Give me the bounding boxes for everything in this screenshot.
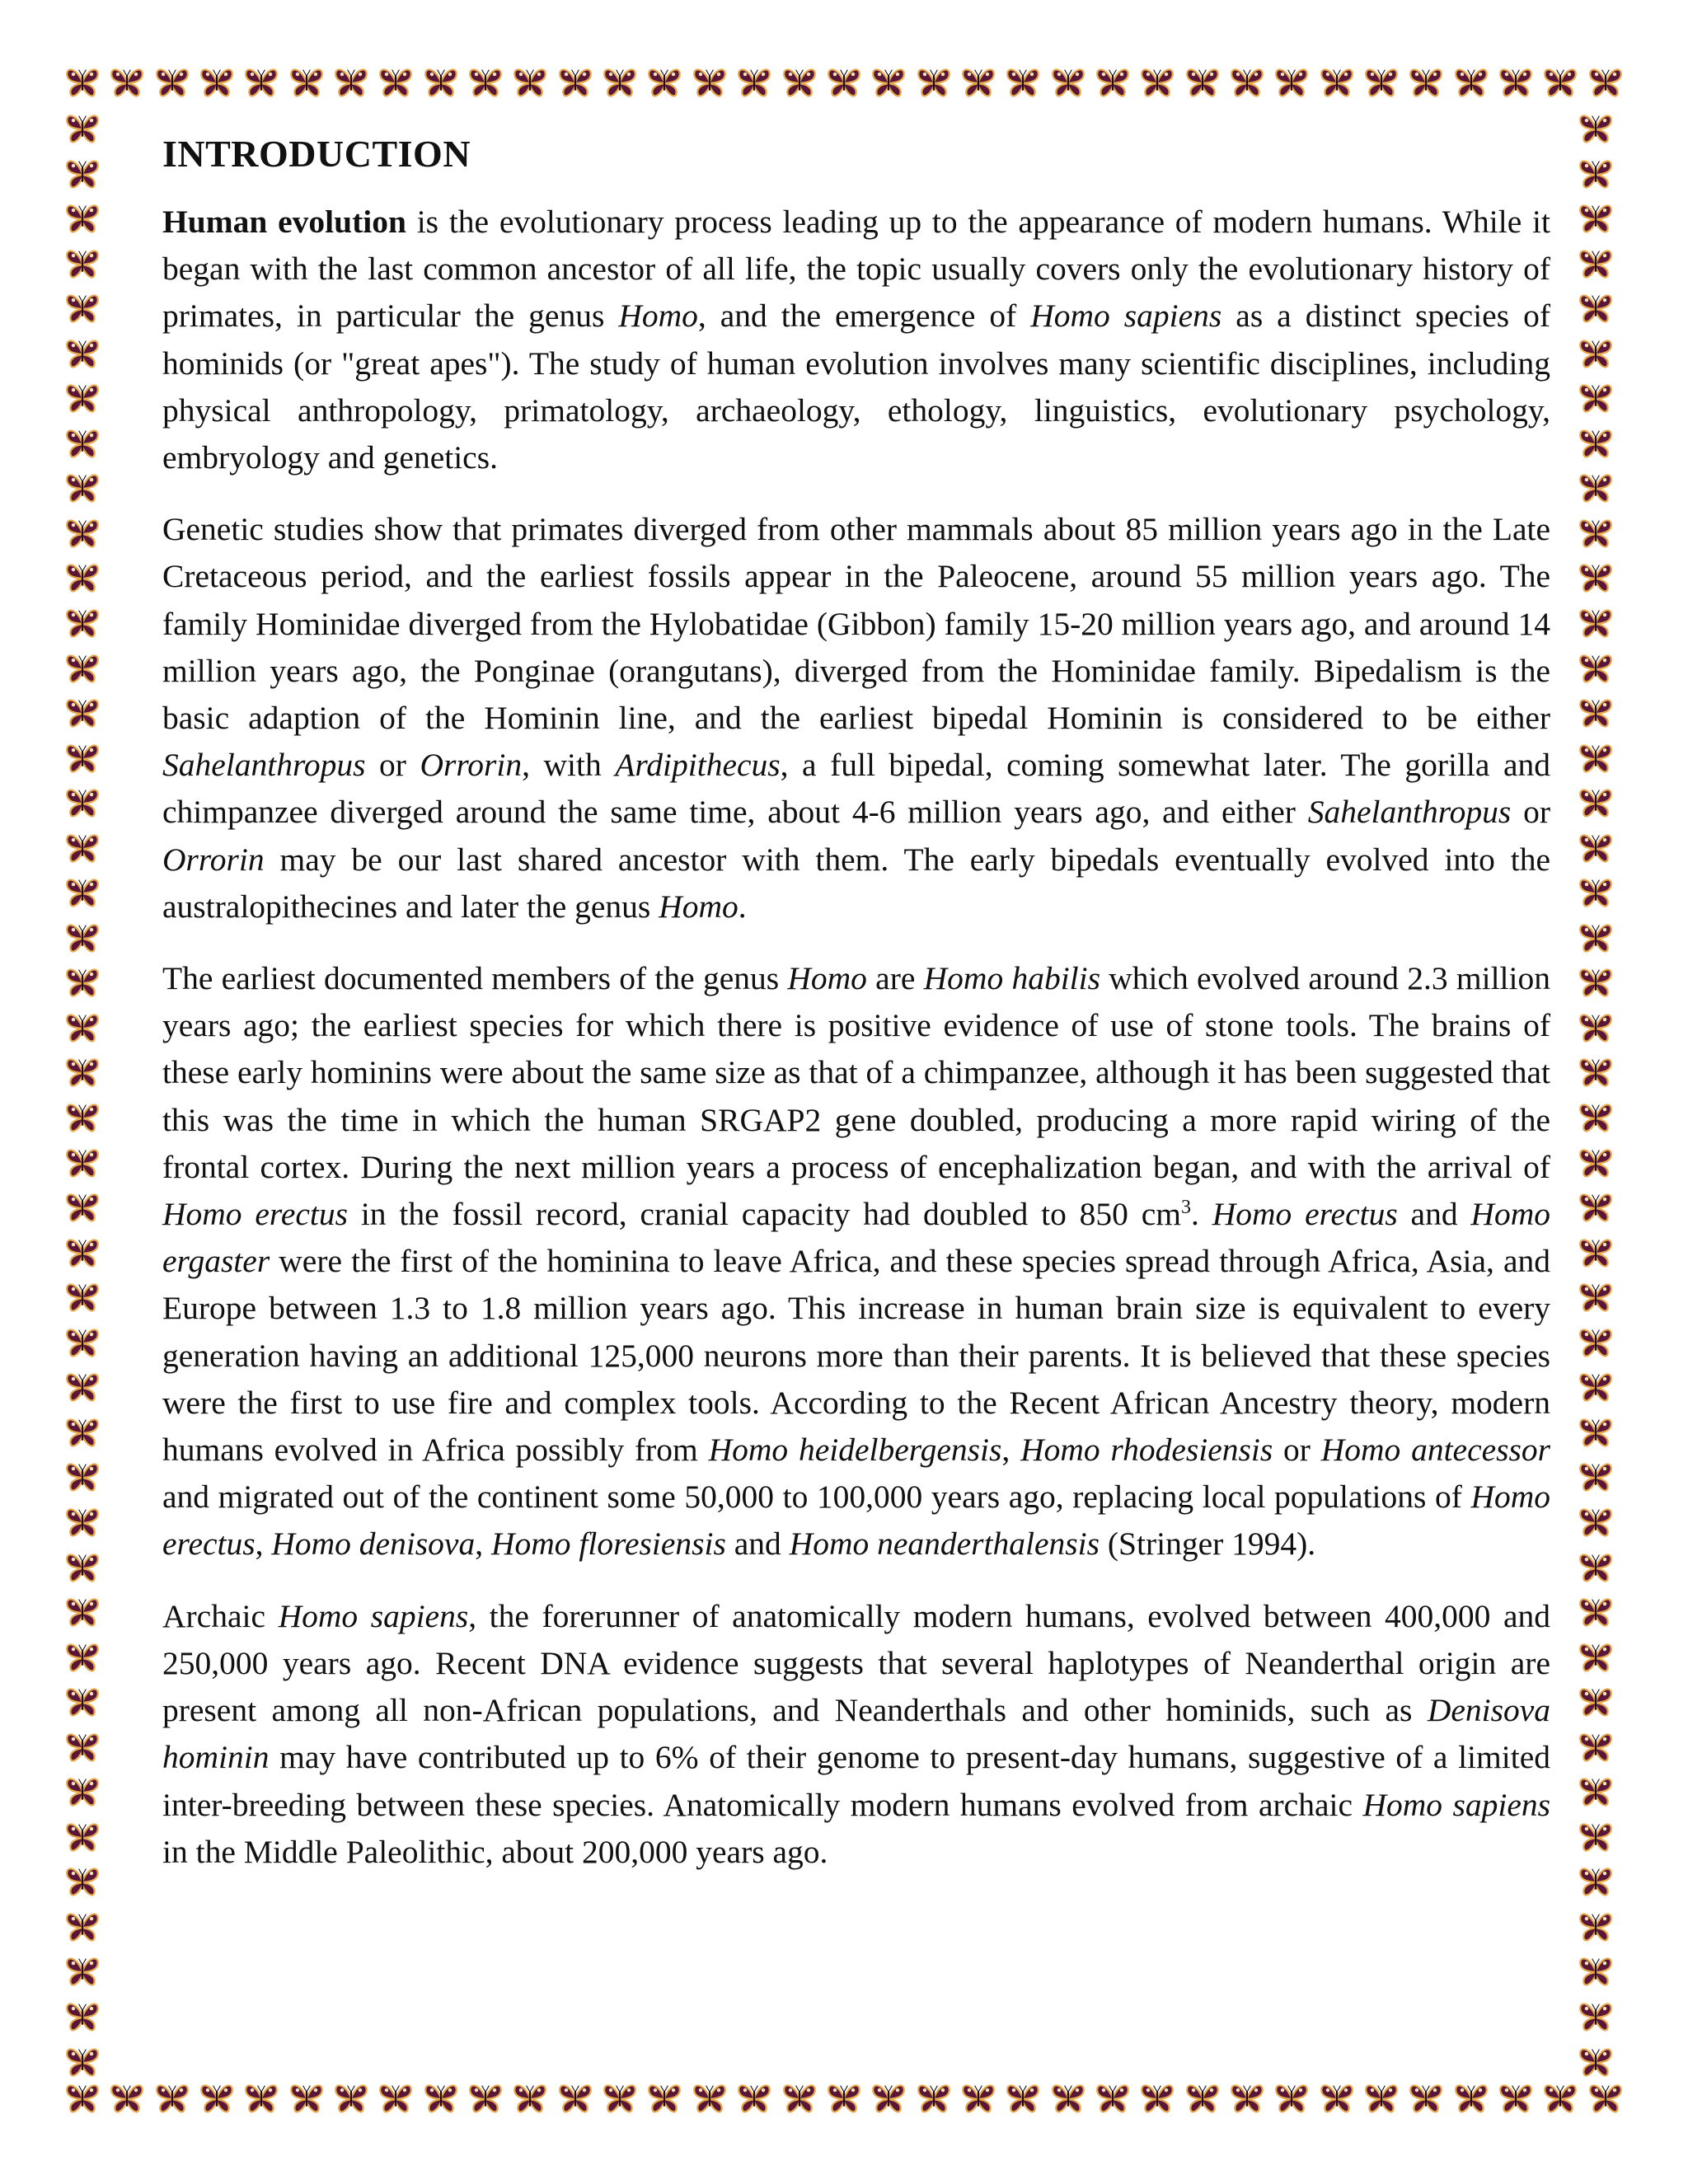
butterfly-icon	[1578, 964, 1614, 1001]
butterfly-icon	[781, 2080, 818, 2116]
butterfly-icon	[1578, 1549, 1614, 1586]
butterfly-icon	[1578, 515, 1614, 551]
butterfly-icon	[602, 2080, 638, 2116]
butterfly-icon	[64, 110, 101, 147]
butterfly-icon	[64, 1774, 101, 1810]
butterfly-icon	[1578, 246, 1614, 282]
butterfly-icon	[1273, 2080, 1310, 2116]
taxon: Homo sapiens	[278, 1597, 469, 1634]
butterfly-icon	[1578, 470, 1614, 506]
section-heading: INTRODUCTION	[162, 133, 471, 175]
butterfly-icon	[423, 2080, 459, 2116]
butterfly-icon	[557, 2080, 593, 2116]
butterfly-icon	[64, 1863, 101, 1900]
butterfly-icon	[64, 740, 101, 776]
butterfly-icon	[1578, 1594, 1614, 1630]
butterfly-icon	[64, 1819, 101, 1855]
butterfly-icon	[1578, 785, 1614, 821]
butterfly-icon	[1184, 2080, 1221, 2116]
taxon: Ardipithecus	[615, 747, 781, 784]
butterfly-icon	[1229, 64, 1265, 101]
taxon: Homo	[618, 298, 698, 335]
butterfly-icon	[64, 650, 101, 687]
butterfly-icon	[64, 1099, 101, 1136]
butterfly-icon	[960, 2080, 996, 2116]
butterfly-icon	[1005, 2080, 1041, 2116]
butterfly-icon	[1498, 64, 1534, 101]
butterfly-icon	[1319, 64, 1355, 101]
taxon: Homo erectus	[162, 1479, 1550, 1563]
butterfly-icon	[288, 64, 325, 101]
butterfly-icon	[154, 2080, 190, 2116]
butterfly-icon	[1578, 1639, 1614, 1675]
butterfly-icon	[64, 1054, 101, 1090]
butterfly-icon	[64, 1279, 101, 1315]
butterfly-icon	[64, 290, 101, 326]
butterfly-icon	[1095, 64, 1131, 101]
butterfly-icon	[64, 695, 101, 731]
butterfly-icon	[1578, 740, 1614, 776]
page-border-bottom	[64, 2080, 1624, 2126]
butterfly-icon	[1578, 1504, 1614, 1540]
butterfly-icon	[1578, 156, 1614, 192]
butterfly-icon	[64, 246, 101, 282]
butterfly-icon	[1578, 1953, 1614, 1990]
taxon: Denisova hominin	[162, 1692, 1550, 1776]
butterfly-icon	[870, 64, 907, 101]
butterfly-icon	[64, 1010, 101, 1046]
butterfly-icon	[826, 2080, 862, 2116]
taxon: Homo erectus	[162, 1196, 348, 1233]
butterfly-icon	[64, 1189, 101, 1226]
superscript-exponent: 3	[1181, 1196, 1192, 1218]
butterfly-icon	[692, 2080, 728, 2116]
butterfly-icon	[1139, 64, 1175, 101]
butterfly-icon	[960, 64, 996, 101]
butterfly-icon	[1542, 2080, 1578, 2116]
taxon: Homo	[787, 960, 867, 997]
butterfly-icon	[1005, 64, 1041, 101]
butterfly-icon	[64, 560, 101, 596]
butterfly-icon	[1587, 2080, 1624, 2116]
butterfly-icon	[64, 1549, 101, 1586]
butterfly-icon	[602, 64, 638, 101]
butterfly-icon	[64, 964, 101, 1001]
taxon: Homo rhodesiensis	[1020, 1432, 1273, 1469]
butterfly-icon	[64, 1909, 101, 1945]
butterfly-icon	[781, 64, 818, 101]
butterfly-icon	[1578, 1369, 1614, 1405]
butterfly-icon	[1578, 650, 1614, 687]
paragraph-2: Genetic studies show that primates diverged from other mammals about 85 million years ago in the Late Cretaceous period, and the earliest fossils appear in the Paleocene, around 55 million years ago. The family Hominidae diverged from the Hylobatidae (Gibbon) family 15-20 million years ago, and around 14 million years ago, the Ponginae (orangutans), diverged from the Hominidae family. Bipedalism is the basic adaption of the Hominin line, and the earliest bipedal Hominin is considered to be either Sahelanthropus or Orrorin, with Ardipithecus, a full bipedal, coming somewhat later. The gorilla and chimpanzee diverged around the same time, about 4-6 million years ago, and either Sahelanthropus or Orrorin may be our last shared ancestor with them. The early bipedals eventually evolved into the australopithecines and later the genus Homo.	[162, 511, 1550, 925]
butterfly-icon	[1139, 2080, 1175, 2116]
butterfly-icon	[826, 64, 862, 101]
butterfly-icon	[1498, 2080, 1534, 2116]
butterfly-icon	[1578, 1863, 1614, 1900]
butterfly-icon	[64, 2080, 101, 2116]
butterfly-icon	[557, 64, 593, 101]
butterfly-icon	[1578, 1729, 1614, 1765]
butterfly-icon	[64, 1729, 101, 1765]
butterfly-icon	[64, 1324, 101, 1361]
butterfly-icon	[1578, 1909, 1614, 1945]
page-border-left	[64, 110, 110, 2080]
document-body	[162, 132, 1550, 1900]
butterfly-icon	[109, 64, 145, 101]
taxon: Homo sapiens	[1362, 1786, 1550, 1823]
taxon: Homo antecessor	[1320, 1432, 1551, 1469]
butterfly-icon	[1050, 2080, 1086, 2116]
butterfly-icon	[64, 785, 101, 821]
butterfly-icon	[1578, 920, 1614, 956]
butterfly-icon	[64, 1369, 101, 1405]
butterfly-icon	[1095, 2080, 1131, 2116]
taxon: Homo habilis	[923, 960, 1100, 997]
butterfly-icon	[1408, 64, 1444, 101]
page-border-right	[1578, 110, 1624, 2080]
butterfly-icon	[1578, 1684, 1614, 1720]
butterfly-icon	[199, 2080, 235, 2116]
page-border-top	[64, 64, 1624, 110]
butterfly-icon	[1578, 1774, 1614, 1810]
butterfly-icon	[1578, 1459, 1614, 1495]
butterfly-icon	[64, 874, 101, 911]
butterfly-icon	[1578, 2044, 1614, 2080]
butterfly-icon	[1578, 1099, 1614, 1136]
butterfly-icon	[1578, 1145, 1614, 1181]
butterfly-icon	[1408, 2080, 1444, 2116]
butterfly-icon	[1578, 1414, 1614, 1451]
taxon: Homo denisova	[271, 1526, 476, 1563]
butterfly-icon	[64, 920, 101, 956]
butterfly-icon	[64, 156, 101, 192]
butterfly-icon	[64, 1145, 101, 1181]
taxon: Homo neanderthalensis	[789, 1526, 1100, 1563]
butterfly-icon	[64, 515, 101, 551]
butterfly-icon	[1578, 560, 1614, 596]
butterfly-icon	[1050, 64, 1086, 101]
butterfly-icon	[1578, 1010, 1614, 1046]
butterfly-icon	[243, 64, 279, 101]
butterfly-icon	[1578, 695, 1614, 731]
butterfly-icon	[333, 2080, 369, 2116]
butterfly-icon	[736, 64, 772, 101]
butterfly-icon	[1273, 64, 1310, 101]
butterfly-icon	[64, 1953, 101, 1990]
taxon: Homo ergaster	[162, 1196, 1550, 1280]
butterfly-icon	[736, 2080, 772, 2116]
butterfly-icon	[64, 830, 101, 866]
butterfly-icon	[64, 1999, 101, 2035]
butterfly-icon	[64, 2044, 101, 2080]
butterfly-icon	[1578, 335, 1614, 372]
butterfly-icon	[1319, 2080, 1355, 2116]
taxon: Homo sapiens	[1030, 298, 1222, 335]
butterfly-icon	[109, 2080, 145, 2116]
butterfly-icon	[1578, 874, 1614, 911]
butterfly-icon	[64, 605, 101, 641]
butterfly-icon	[467, 2080, 504, 2116]
butterfly-icon	[512, 2080, 548, 2116]
butterfly-icon	[199, 64, 235, 101]
butterfly-icon	[1229, 2080, 1265, 2116]
taxon: Orrorin	[420, 747, 523, 784]
butterfly-icon	[64, 335, 101, 372]
butterfly-icon	[64, 1594, 101, 1630]
butterfly-icon	[64, 1459, 101, 1495]
butterfly-icon	[870, 2080, 907, 2116]
butterfly-icon	[1363, 64, 1400, 101]
butterfly-icon	[288, 2080, 325, 2116]
butterfly-icon	[1453, 64, 1489, 101]
butterfly-icon	[1363, 2080, 1400, 2116]
butterfly-icon	[1578, 290, 1614, 326]
butterfly-icon	[64, 380, 101, 416]
butterfly-icon	[646, 2080, 682, 2116]
butterfly-icon	[692, 64, 728, 101]
taxon: Sahelanthropus	[162, 747, 366, 784]
butterfly-icon	[1578, 380, 1614, 416]
butterfly-icon	[423, 64, 459, 101]
taxon: Homo erectus	[1212, 1196, 1398, 1233]
butterfly-icon	[377, 2080, 414, 2116]
butterfly-icon	[916, 64, 952, 101]
butterfly-icon	[64, 1504, 101, 1540]
taxon: Sahelanthropus	[1307, 794, 1512, 831]
butterfly-icon	[154, 64, 190, 101]
butterfly-icon	[1578, 1324, 1614, 1361]
butterfly-icon	[467, 64, 504, 101]
butterfly-icon	[1578, 1279, 1614, 1315]
butterfly-icon	[1578, 110, 1614, 147]
butterfly-icon	[64, 1639, 101, 1675]
butterfly-icon	[64, 1235, 101, 1271]
butterfly-icon	[512, 64, 548, 101]
butterfly-icon	[64, 425, 101, 462]
paragraph-1: Human evolution is the evolutionary process leading up to the appearance of modern humans. While it began with the last common ancestor of all life, the topic usually covers only the evolutionary history of primates, in particular the genus Homo, and the emergence of Homo sapiens as a distinct species of hominids (or "great apes"). The study of human evolution involves many scientific disciplines, including physical anthropology, primatology, archaeology, ethology, linguistics, evolutionary psychology, embryology and genetics.	[162, 204, 1550, 476]
butterfly-icon	[64, 470, 101, 506]
butterfly-icon	[1578, 1235, 1614, 1271]
paragraph-3: The earliest documented members of the genus Homo are Homo habilis which evolved around 2.3 million years ago; the earliest species for which there is positive evidence of use of stone tools. The brains of these early hominins were about the same size as that of a chimpanzee, although it has been suggested that this was the time in which the human SRGAP2 gene doubled, producing a more rapid wiring of the frontal cortex. During the next million years a process of encephalization began, and with the arrival of Homo erectus in the fossil record, cranial capacity had doubled to 850 $cm^3$. Homo erectus and Homo ergaster were the first of the hominina to leave Africa, and these species spread through Africa, Asia, and Europe between 1.3 to 1.8 million years ago. This increase in human brain size is equivalent to every generation having an additional 125,000 neurons more than their parents. It is believed that these species were the first to use fire and complex tools. According to the Recent African Ancestry theory, modern humans evolved in Africa possibly from Homo heidelbergensis, Homo rhodesiensis or Homo antecessor and migrated out of the continent some 50,000 to 100,000 years ago, replacing local populations of Homo erectus, Homo denisova, Homo floresiensis and Homo neanderthalensis (Stringer 1994).	[162, 960, 1551, 1563]
term-bold: Human evolution	[162, 204, 406, 240]
butterfly-icon	[64, 64, 101, 101]
butterfly-icon	[1578, 1999, 1614, 2035]
butterfly-icon	[333, 64, 369, 101]
butterfly-icon	[646, 64, 682, 101]
taxon: Homo	[659, 888, 738, 925]
butterfly-icon	[1578, 200, 1614, 237]
butterfly-icon	[1184, 64, 1221, 101]
butterfly-icon	[1587, 64, 1624, 101]
taxon: Homo heidelbergensis	[708, 1432, 1002, 1469]
butterfly-icon	[243, 2080, 279, 2116]
butterfly-icon	[64, 1684, 101, 1720]
butterfly-icon	[1578, 1054, 1614, 1090]
butterfly-icon	[1578, 425, 1614, 462]
taxon: Homo floresiensis	[490, 1526, 726, 1563]
butterfly-icon	[64, 200, 101, 237]
butterfly-icon	[1578, 830, 1614, 866]
butterfly-icon	[1542, 64, 1578, 101]
butterfly-icon	[377, 64, 414, 101]
paragraph-4: Archaic Homo sapiens, the forerunner of anatomically modern humans, evolved between 400,000 and 250,000 years ago. Recent DNA evidence suggests that several haplotypes of Neanderthal origin are present among all non-African populations, and Neanderthals and other hominids, such as Denisova hominin may have contributed up to 6% of their genome to present-day humans, suggestive of a limited inter-breeding between these species. Anatomically modern humans evolved from archaic Homo sapiens in the Middle Paleolithic, about 200,000 years ago.	[162, 1597, 1551, 1870]
taxon: Orrorin	[162, 841, 265, 878]
butterfly-icon	[916, 2080, 952, 2116]
butterfly-icon	[1578, 1189, 1614, 1226]
butterfly-icon	[1578, 605, 1614, 641]
butterfly-icon	[64, 1414, 101, 1451]
butterfly-icon	[1578, 1819, 1614, 1855]
butterfly-icon	[1453, 2080, 1489, 2116]
